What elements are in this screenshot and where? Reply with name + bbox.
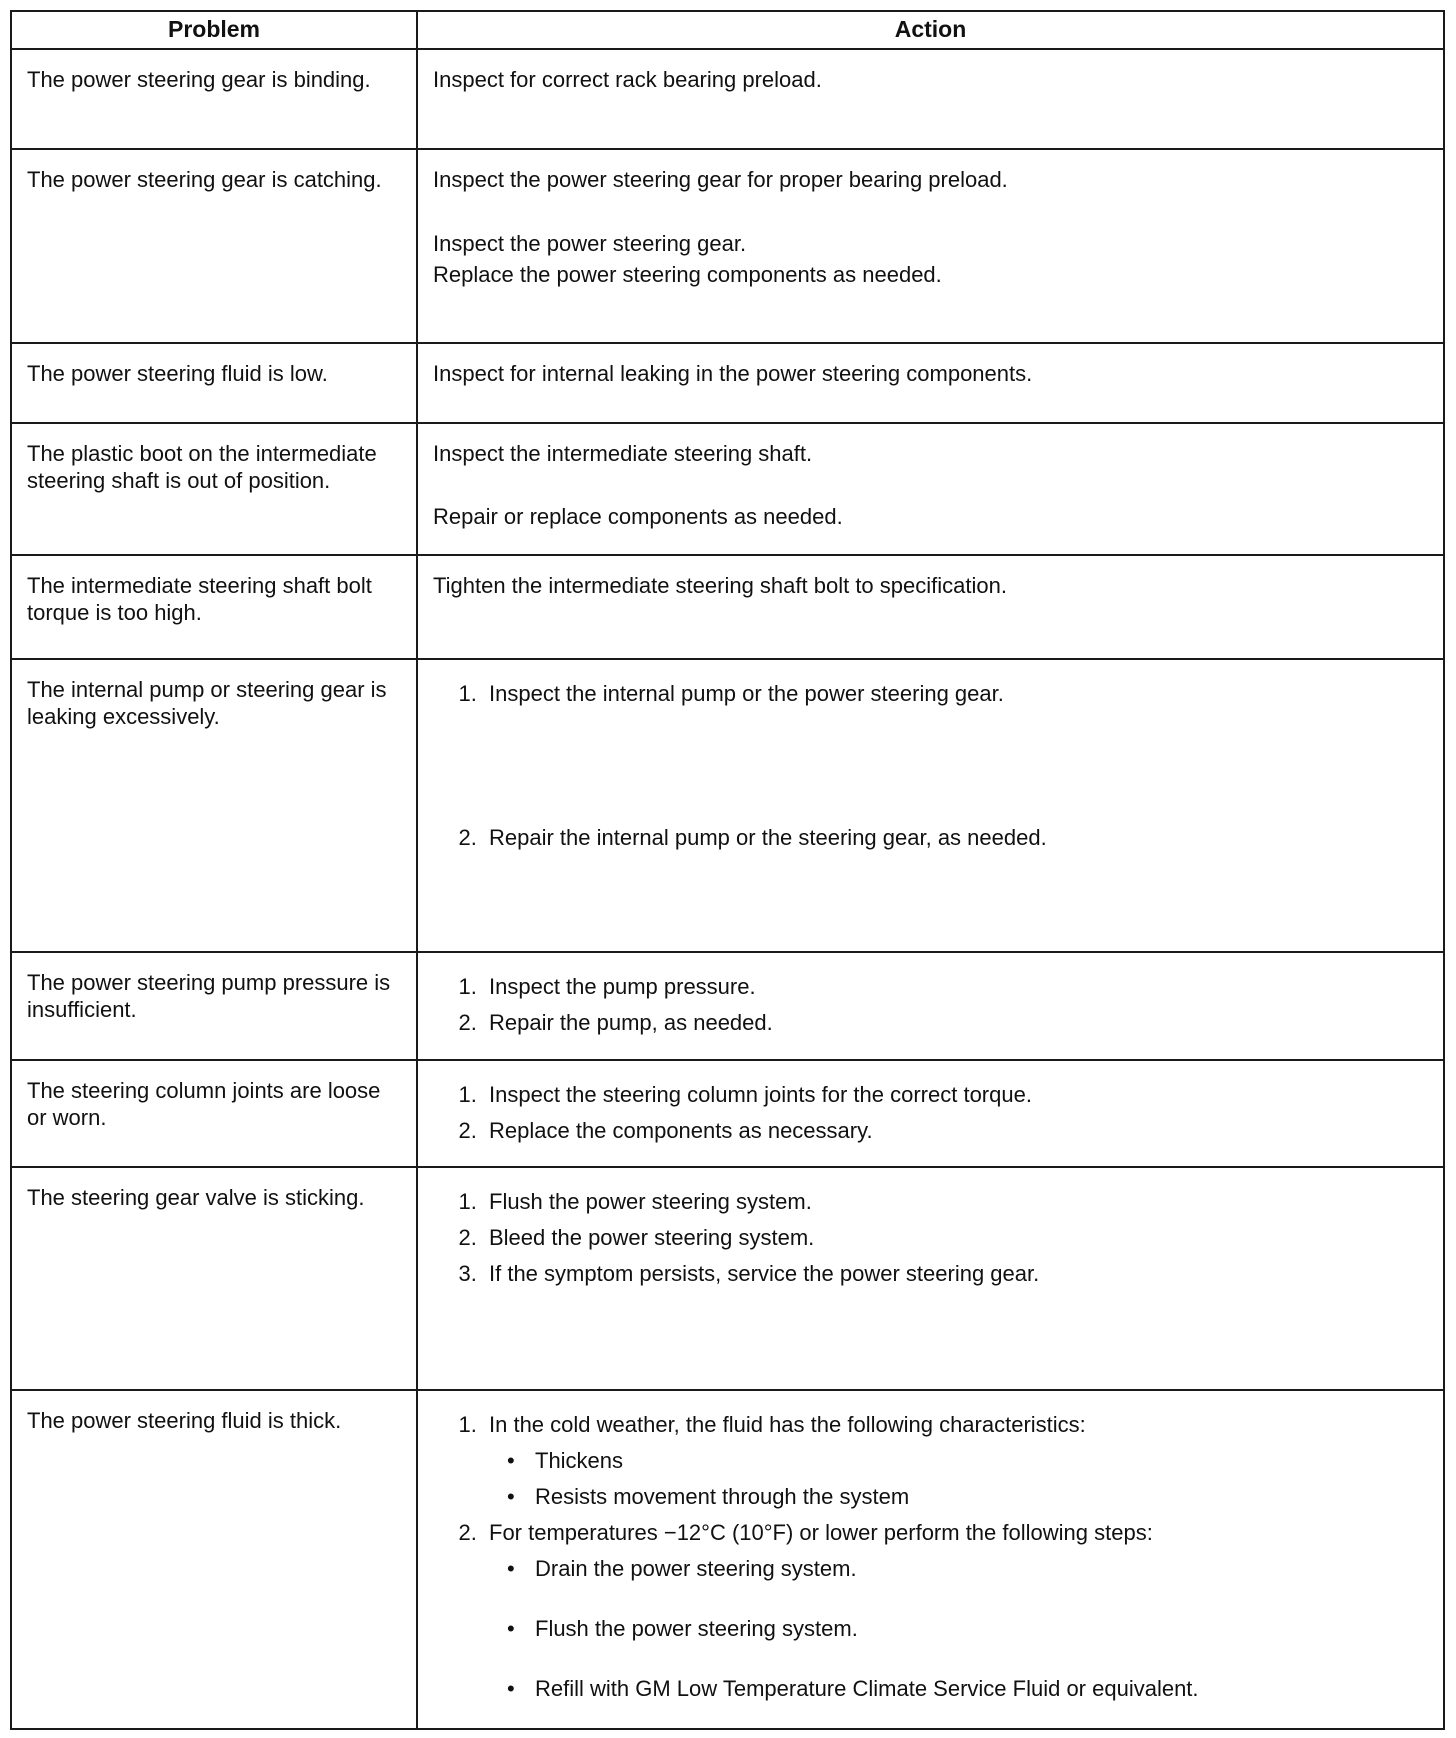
bullet-list xyxy=(489,1443,1431,1515)
table-row xyxy=(11,49,1444,149)
step-item: 2. Repair the pump, as needed. xyxy=(483,1005,1431,1041)
action-cell xyxy=(417,343,1444,423)
problem-cell: The plastic boot on the intermediate steering shaft is out of position. xyxy=(11,423,417,555)
header-row xyxy=(11,11,1444,49)
action-text: Inspect for internal leaking in the power steering components. xyxy=(433,361,1033,386)
step-list xyxy=(433,1184,1431,1292)
problem-cell: The power steering gear is catching. xyxy=(11,149,417,343)
action-text: Inspect the power steering gear. xyxy=(433,231,747,256)
action-cell xyxy=(417,555,1444,659)
action-cell xyxy=(417,1167,1444,1390)
action-text: Inspect the power steering gear for proper bearing preload. xyxy=(433,167,1008,192)
table-row xyxy=(11,423,1444,555)
spacer xyxy=(433,193,1431,227)
step-list xyxy=(433,1077,1431,1149)
step-item: 2. Repair the internal pump or the steering gear, as needed. xyxy=(483,820,1431,856)
step-list xyxy=(433,969,1431,1041)
problem-column-header: Problem xyxy=(11,11,417,49)
table-row xyxy=(11,555,1444,659)
problem-cell: The power steering pump pressure is insufficient. xyxy=(11,952,417,1060)
step-item: 2. Replace the components as necessary. xyxy=(483,1113,1431,1149)
step-text: In the cold weather, the fluid has the following characteristics: xyxy=(489,1412,1086,1437)
table-row xyxy=(11,1167,1444,1390)
action-text: Replace the power steering components as needed. xyxy=(433,262,942,287)
spacer xyxy=(433,467,1431,503)
step-item: 1. Flush the power steering system. xyxy=(483,1184,1431,1220)
table-row xyxy=(11,952,1444,1060)
problem-cell: The steering gear valve is sticking. xyxy=(11,1167,417,1390)
step-item: 2. Bleed the power steering system. xyxy=(483,1220,1431,1256)
bullet-item: • Flush the power steering system. xyxy=(529,1611,1431,1647)
action-text: Repair or replace components as needed. xyxy=(433,504,843,529)
action-cell xyxy=(417,659,1444,952)
step-item xyxy=(483,1515,1431,1707)
step-item: 1. Inspect the internal pump or the power steering gear. xyxy=(483,676,1431,712)
table-row xyxy=(11,659,1444,952)
bullet-item: • Resists movement through the system xyxy=(529,1479,1431,1515)
table-row xyxy=(11,1060,1444,1167)
table-row xyxy=(11,149,1444,343)
problem-cell: The power steering gear is binding. xyxy=(11,49,417,149)
bullet-list xyxy=(489,1551,1431,1707)
action-cell xyxy=(417,423,1444,555)
action-cell xyxy=(417,952,1444,1060)
diagnosis-table xyxy=(10,10,1445,1730)
step-item: 1. Inspect the steering column joints for the correct torque. xyxy=(483,1077,1431,1113)
table-row xyxy=(11,343,1444,423)
action-cell xyxy=(417,149,1444,343)
action-text: Inspect for correct rack bearing preload. xyxy=(433,67,822,92)
step-item: 3. If the symptom persists, service the power steering gear. xyxy=(483,1256,1431,1292)
step-list xyxy=(433,676,1431,856)
problem-cell: The power steering fluid is low. xyxy=(11,343,417,423)
action-text: Inspect the intermediate steering shaft. xyxy=(433,441,813,466)
step-text: For temperatures −12°C (10°F) or lower perform the following steps: xyxy=(489,1520,1153,1545)
action-cell xyxy=(417,1060,1444,1167)
action-cell xyxy=(417,49,1444,149)
action-text: Tighten the intermediate steering shaft bolt to specification. xyxy=(433,573,1007,598)
bullet-item: • Drain the power steering system. xyxy=(529,1551,1431,1587)
table-row xyxy=(11,1390,1444,1729)
action-cell xyxy=(417,1390,1444,1729)
step-item xyxy=(483,1407,1431,1515)
bullet-item: • Thickens xyxy=(529,1443,1431,1479)
step-item: 1. Inspect the pump pressure. xyxy=(483,969,1431,1005)
problem-cell: The internal pump or steering gear is leaking excessively. xyxy=(11,659,417,952)
problem-cell: The intermediate steering shaft bolt torque is too high. xyxy=(11,555,417,659)
step-list xyxy=(433,1407,1431,1707)
action-column-header: Action xyxy=(417,11,1444,49)
problem-cell: The steering column joints are loose or worn. xyxy=(11,1060,417,1167)
problem-cell: The power steering fluid is thick. xyxy=(11,1390,417,1729)
bullet-item: • Refill with GM Low Temperature Climate Service Fluid or equivalent. xyxy=(529,1671,1431,1707)
